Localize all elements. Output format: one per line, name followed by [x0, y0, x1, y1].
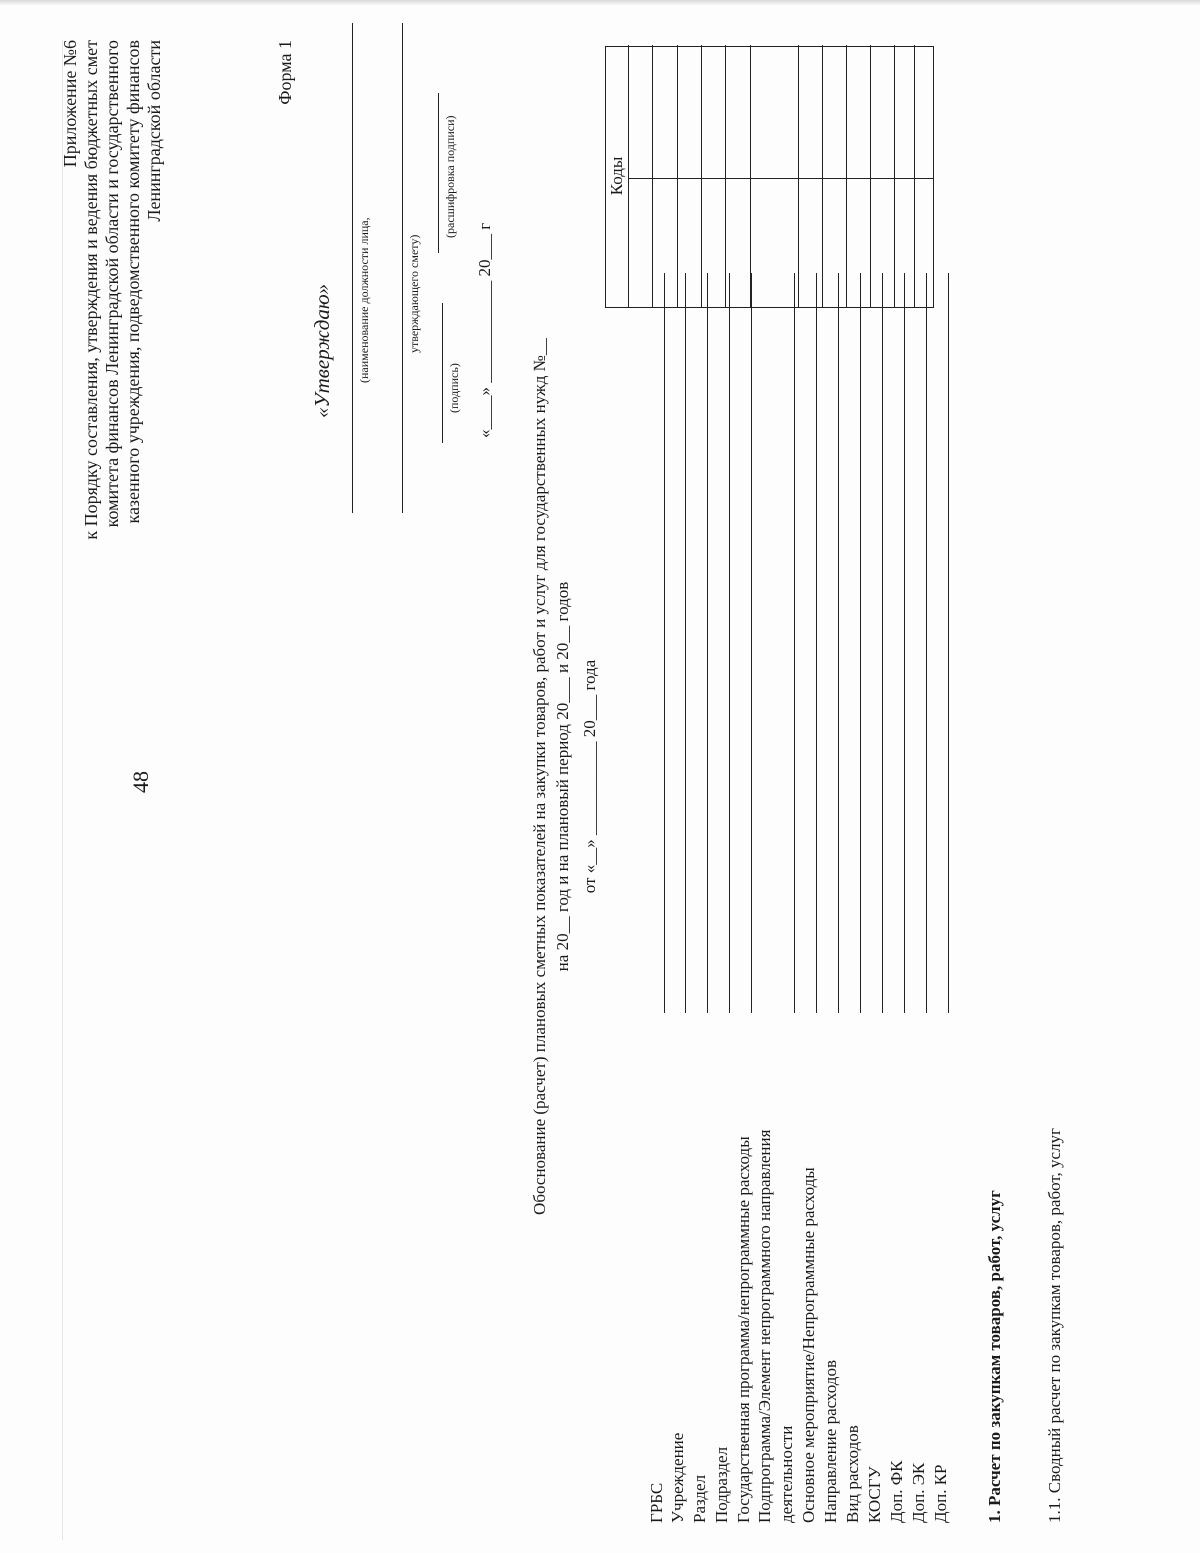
- codes-column-line: [628, 178, 934, 179]
- codes-table: [605, 46, 934, 308]
- field-label: Государственная программа/непрограммные расходы: [734, 1136, 753, 1523]
- field-expense-direction: [820, 373, 841, 1523]
- signature-caption: (подпись): [447, 363, 461, 413]
- decoding-line: [438, 93, 439, 253]
- field-fill-line: [685, 273, 686, 1013]
- section-title: 1. Расчет по закупкам товаров, работ, услуг: [985, 1190, 1004, 1523]
- document-period: на 20__ год и на плановый период 20___ и 20__ годов: [553, 581, 572, 972]
- position-caption-2: утверждающего смету): [407, 234, 421, 353]
- field-subsection: [711, 373, 732, 1523]
- field-label: ГРБС: [647, 1482, 666, 1523]
- field-label: Подпрограмма/Элемент непрограммного направления: [755, 1129, 774, 1523]
- field-fill-line: [729, 273, 730, 1013]
- appendix-line: комитета финансов Ленинградской области и государственного: [102, 40, 122, 528]
- approval-title: «Утверждаю»: [310, 283, 334, 418]
- appendix-line: казенного учреждения, подведомственного комитету финансов: [123, 40, 143, 524]
- field-label: КОСГУ: [865, 1466, 884, 1523]
- field-label: Вид расходов: [843, 1425, 862, 1523]
- field-dop-ek: [908, 373, 929, 1523]
- codes-row-line: [914, 45, 915, 307]
- field-main-activity: [798, 373, 819, 1523]
- codes-row-line: [822, 45, 823, 307]
- codes-row-line: [725, 45, 726, 307]
- position-line: [352, 23, 353, 513]
- field-fill-line: [751, 273, 752, 1013]
- codes-row-line: [846, 45, 847, 307]
- field-subprogram-cont: [776, 373, 797, 1523]
- field-label: Подраздел: [712, 1446, 731, 1523]
- field-label: Направление расходов: [821, 1360, 840, 1523]
- field-fill-line: [860, 273, 861, 1013]
- field-label: Учреждение: [668, 1432, 687, 1523]
- field-section: [689, 373, 710, 1523]
- codes-row-line: [798, 45, 799, 307]
- document-date: от «__» ___________ 20___ года: [580, 659, 599, 894]
- field-label: Доп. ЭК: [909, 1462, 928, 1523]
- codes-row-line: [870, 45, 871, 307]
- appendix-line: Ленинградской области: [144, 40, 164, 222]
- codes-row-line: [628, 45, 629, 307]
- signature-line: [442, 303, 443, 443]
- field-institution: [667, 373, 688, 1523]
- appendix-line: Приложение №6: [60, 40, 80, 168]
- field-fill-line: [882, 273, 883, 1013]
- field-fill-line: [794, 273, 795, 1013]
- approval-date: «____» ____________ 20___ г: [475, 222, 494, 438]
- field-label: деятельности: [777, 1425, 796, 1523]
- field-kosgu: [864, 373, 885, 1523]
- subsection-title: 1.1. Сводный расчет по закупкам товаров, работ, услуг: [1045, 1127, 1064, 1523]
- field-label: Доп. КР: [931, 1464, 950, 1523]
- appendix-block: [60, 40, 165, 700]
- field-grbs: [646, 373, 667, 1523]
- field-fill-line: [838, 273, 839, 1013]
- codes-row-line: [701, 45, 702, 307]
- codes-row-line: [652, 45, 653, 307]
- codes-row-line: [750, 45, 751, 307]
- field-subprogram: [754, 373, 775, 1523]
- field-state-program: [733, 373, 754, 1523]
- decoding-caption: (расшифровка подписи): [443, 115, 457, 238]
- codes-header: Коды: [607, 156, 626, 196]
- field-dop-fk: [886, 373, 907, 1523]
- field-fill-line: [707, 273, 708, 1013]
- form-number: Форма 1: [275, 40, 295, 105]
- field-label: Основное мероприятие/Непрограммные расходы: [799, 1167, 818, 1523]
- codes-row-line: [894, 45, 895, 307]
- field-fill-line: [904, 273, 905, 1013]
- document-title: Обоснование (расчет) плановых сметных показателей на закупки товаров, работ и услуг для государственных нужд №__: [530, 338, 549, 1215]
- field-label: Раздел: [690, 1474, 709, 1523]
- field-fill-line: [816, 273, 817, 1013]
- appendix-line: к Порядку составления, утверждения и ведения бюджетных смет: [81, 40, 101, 540]
- field-fill-line: [664, 273, 665, 1013]
- position-line-2: [402, 23, 403, 513]
- field-fill-line: [926, 273, 927, 1013]
- field-label: Доп. ФК: [887, 1460, 906, 1523]
- codes-row-line: [677, 45, 678, 307]
- field-fill-line: [948, 273, 949, 1013]
- field-expense-type: [842, 373, 863, 1523]
- position-caption: (наименование должности лица,: [357, 217, 371, 383]
- page-number: 48: [128, 771, 153, 793]
- field-dop-kr: [930, 373, 951, 1523]
